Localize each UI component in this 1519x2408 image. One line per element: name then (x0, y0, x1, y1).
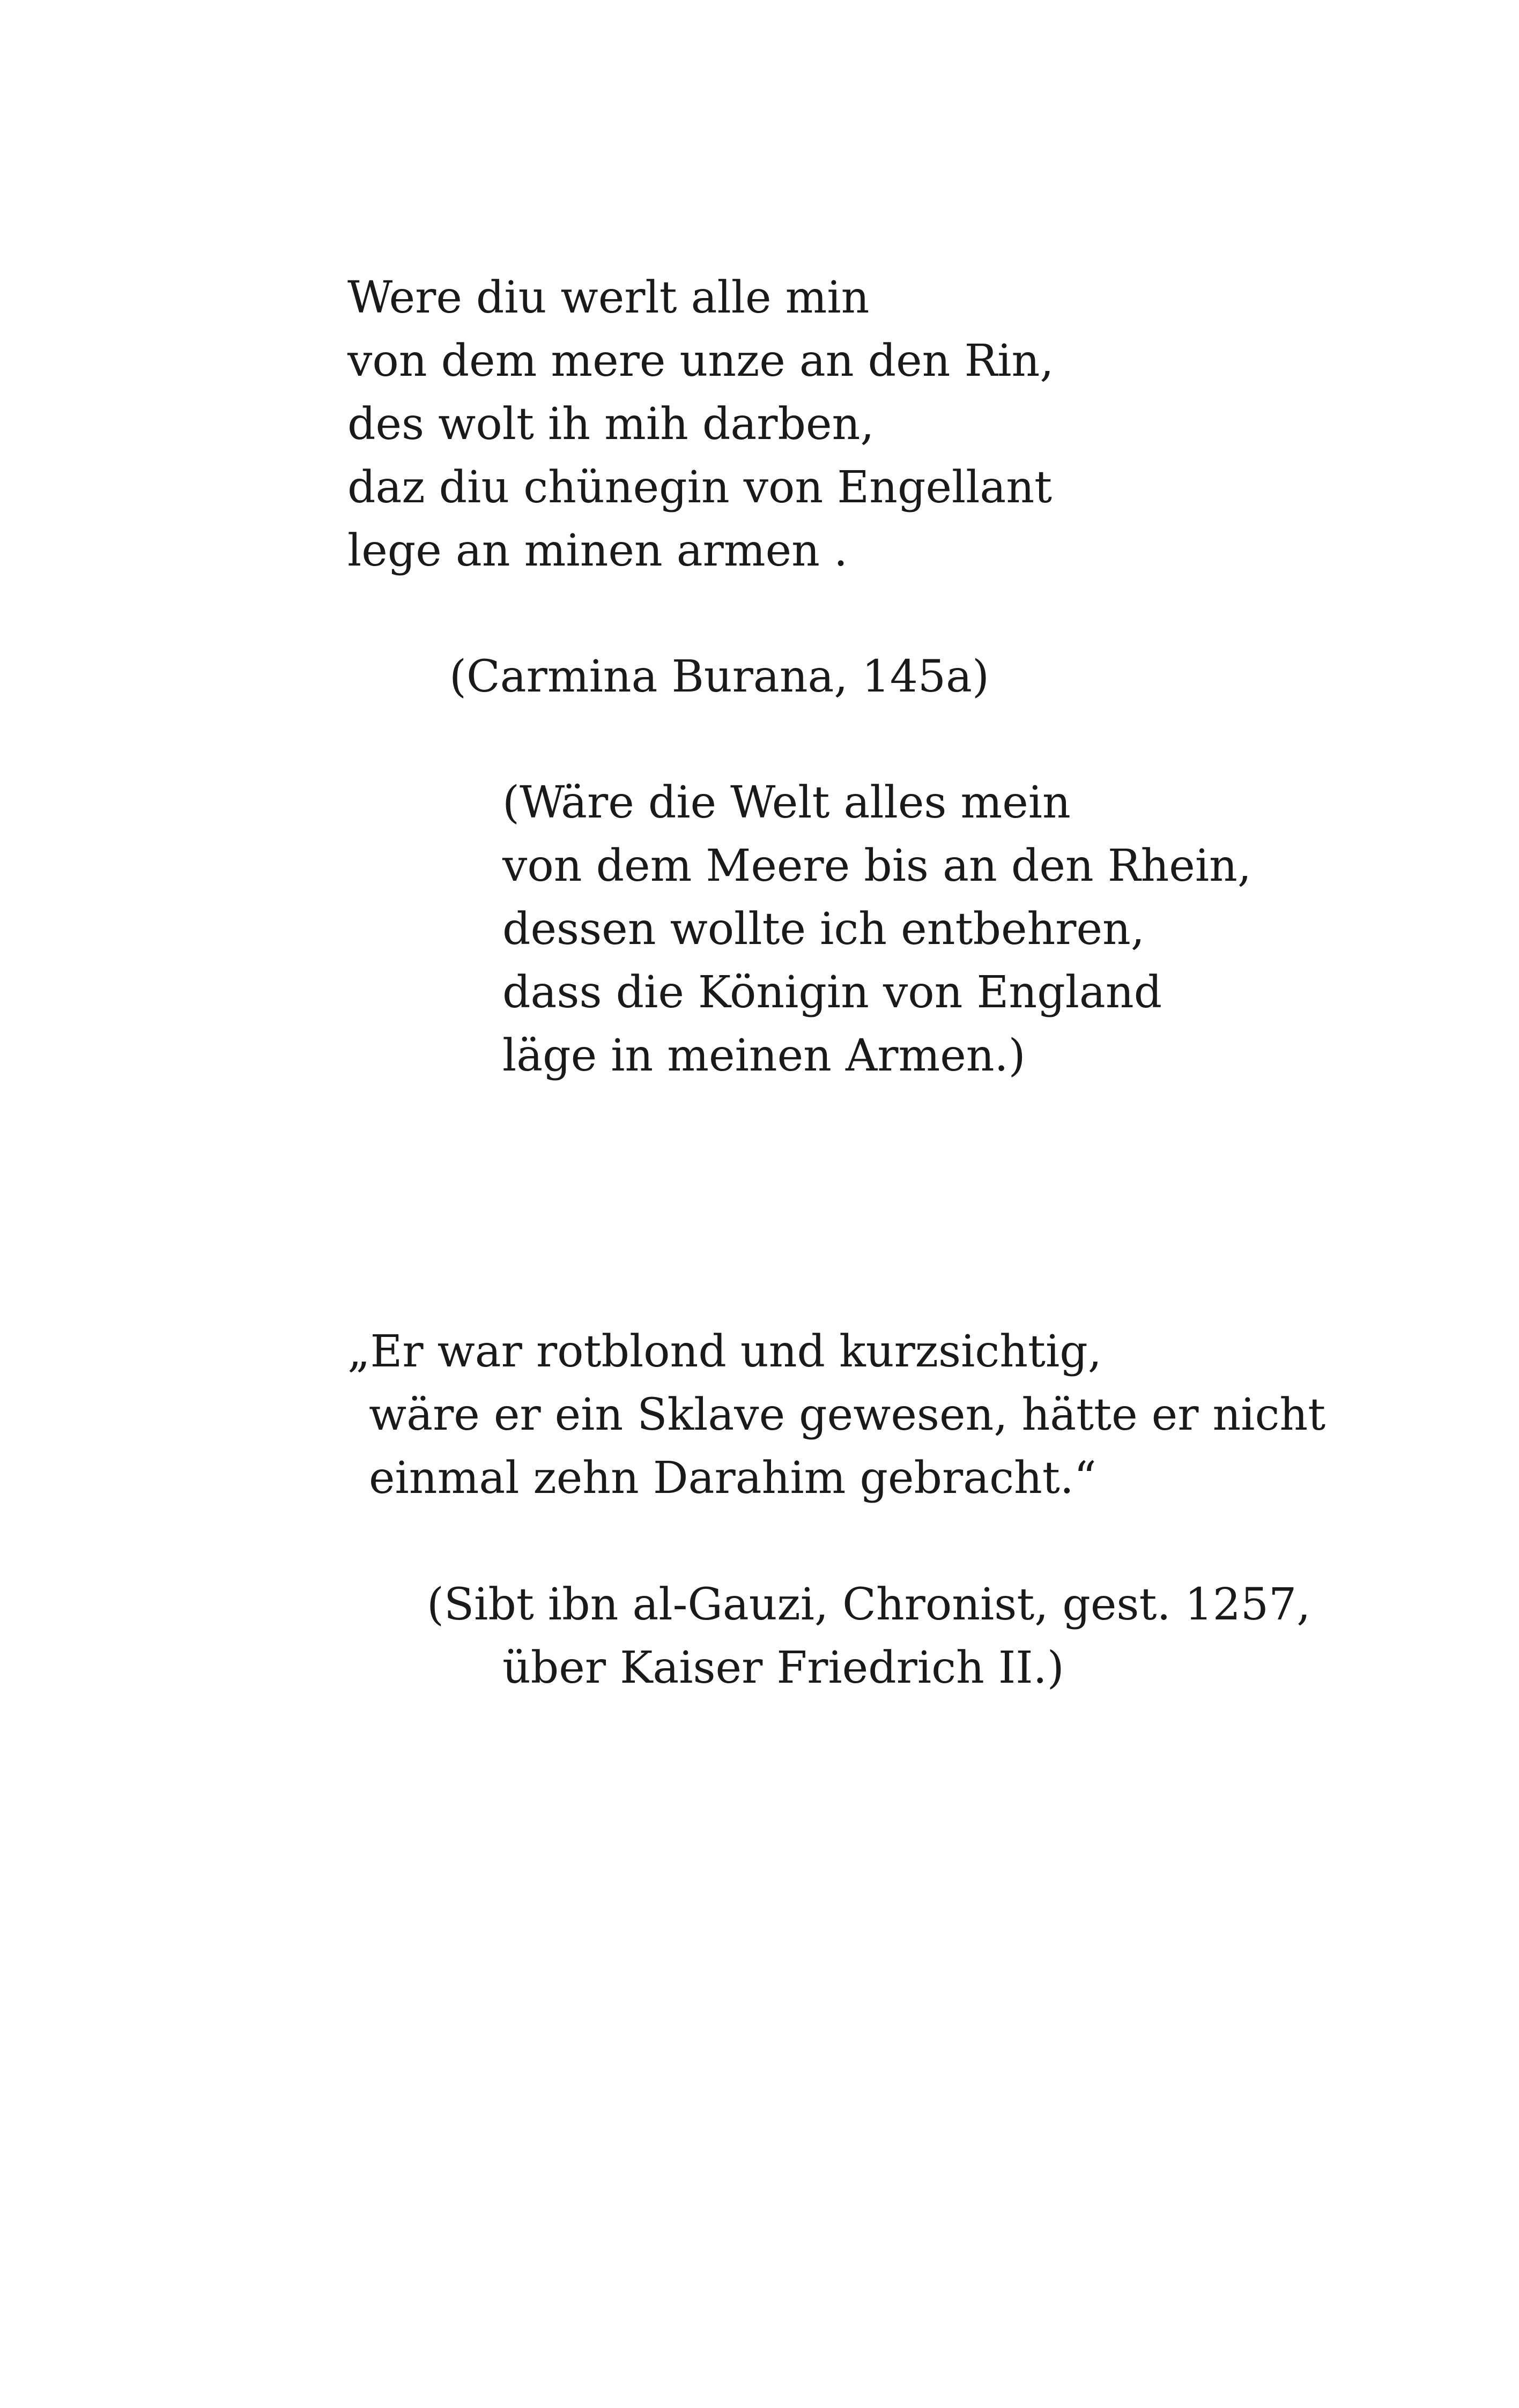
poem-original-line: von dem mere unze an den Rin, (347, 336, 1054, 387)
quote-line: „Er war rotblond und kurzsichtig, (347, 1326, 1102, 1377)
poem-translation-line: dessen wollte ich entbehren, (502, 904, 1145, 955)
poem-original-line: lege an minen armen . (347, 525, 848, 576)
quote-line: einmal zehn Darahim gebracht.“ (369, 1453, 1096, 1504)
poem-translation-line: dass die Königin von England (502, 967, 1162, 1018)
poem-original-line: daz diu chünegin von Engellant (347, 462, 1053, 513)
poem-translation-line: läge in meinen Armen.) (502, 1030, 1026, 1081)
quote-source-line: (Sibt ibn al-Gauzi, Chronist, gest. 1257, (427, 1579, 1311, 1630)
poem-translation-line: (Wäre die Welt alles mein (502, 777, 1071, 828)
quote-line: wäre er ein Sklave gewesen, hätte er nicht (369, 1389, 1326, 1440)
poem-source: (Carmina Burana, 145a) (449, 651, 989, 702)
poem-translation-line: von dem Meere bis an den Rhein, (502, 841, 1251, 891)
poem-original-line: des wolt ih mih darben, (347, 399, 875, 450)
poem-original-line: Were diu werlt alle min (347, 272, 870, 323)
quote-source-line: über Kaiser Friedrich II.) (502, 1643, 1064, 1693)
